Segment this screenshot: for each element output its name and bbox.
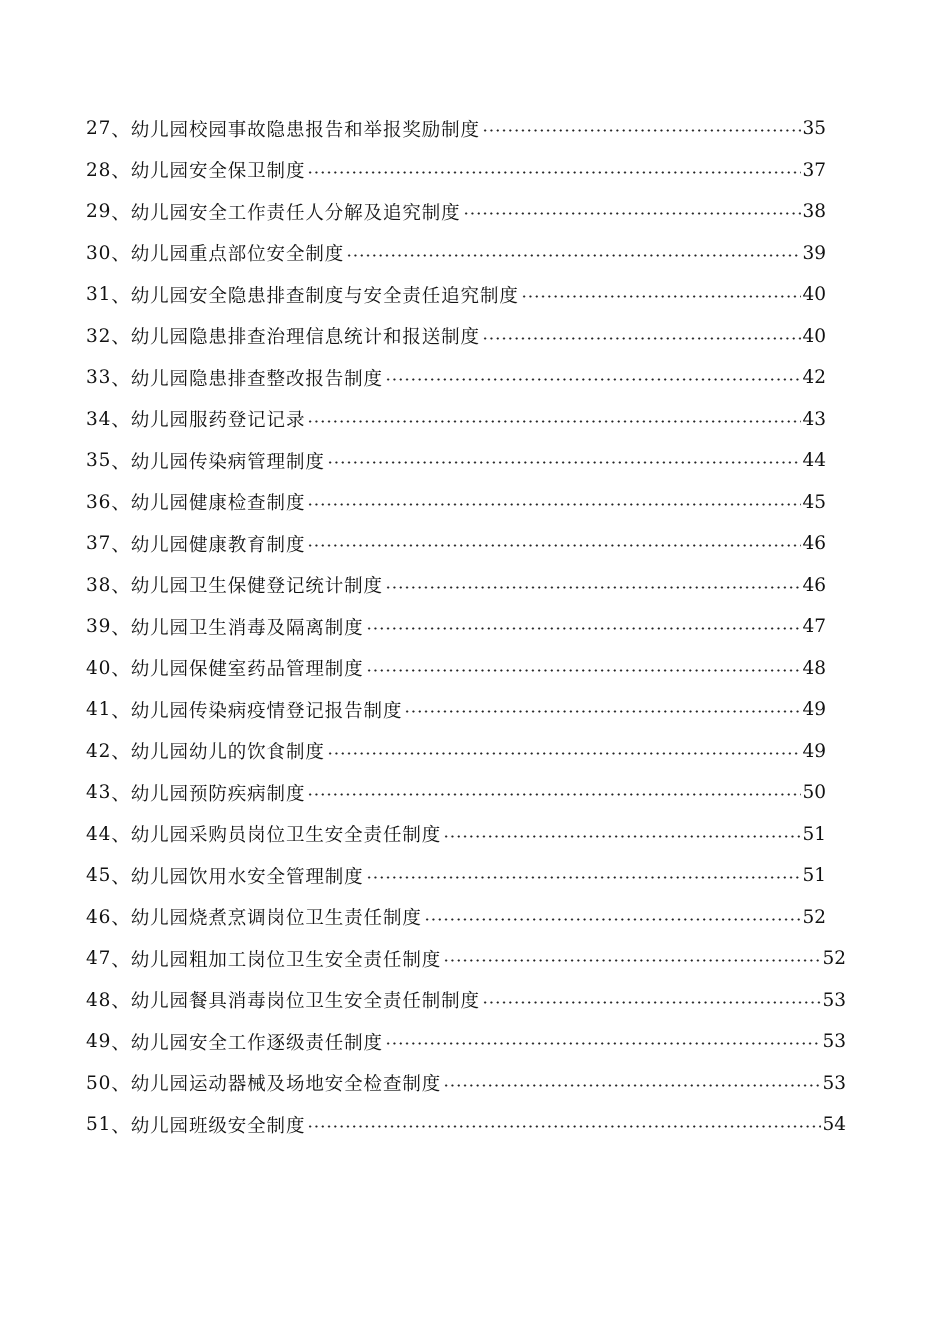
toc-entry-page-number: 53 [822,989,846,1011]
toc-entry-title: 幼儿园健康教育制度 [130,534,306,556]
toc-entry-title: 幼儿园班级安全制度 [130,1115,306,1137]
toc-entry[interactable] [86,399,826,441]
toc-entry[interactable] [86,565,826,607]
toc-entry-page-number: 53 [822,1031,846,1053]
toc-entry[interactable] [86,772,826,814]
toc-entry-separator: 、 [111,1032,131,1054]
toc-entry-title: 幼儿园安全隐患排查制度与安全责任追究制度 [130,285,519,307]
toc-entry-separator: 、 [111,617,131,639]
toc-entry-separator: 、 [111,451,131,473]
toc-dot-leader [307,171,801,174]
toc-entry-title: 幼儿园采购员岗位卫生安全责任制度 [130,825,442,847]
toc-entry-page-number: 49 [802,699,826,721]
toc-dot-leader [327,752,802,755]
toc-entry[interactable] [86,731,826,773]
toc-dot-leader [482,1001,822,1004]
toc-entry-title: 幼儿园传染病管理制度 [130,451,325,473]
toc-entry-number: 38 [86,574,112,596]
toc-dot-leader [443,1084,821,1087]
toc-entry[interactable] [86,150,826,192]
toc-entry-title: 幼儿园校园事故隐患报告和举报奖励制度 [130,119,480,141]
toc-entry-title: 幼儿园保健室药品管理制度 [130,659,364,681]
toc-entry-title: 幼儿园卫生消毒及隔离制度 [130,617,364,639]
toc-entry-page-number: 38 [802,201,826,223]
toc-entry[interactable] [86,108,826,150]
toc-entry-title: 幼儿园烧煮烹调岗位卫生责任制度 [130,908,422,930]
toc-entry-page-number: 46 [802,533,826,555]
toc-entry-page-number: 46 [802,574,826,596]
toc-entry[interactable] [86,1104,846,1146]
toc-entry[interactable] [86,357,826,399]
toc-dot-leader [463,212,802,215]
toc-dot-leader [521,295,802,298]
toc-dot-leader [404,710,801,713]
toc-entry-separator: 、 [111,825,131,847]
toc-entry-number: 36 [86,491,112,513]
toc-entry-number: 33 [86,367,112,389]
toc-entry-separator: 、 [111,1074,131,1096]
toc-entry[interactable] [86,233,826,275]
toc-dot-leader [482,129,802,132]
toc-entry-number: 48 [86,989,112,1011]
toc-entry[interactable] [86,1021,846,1063]
toc-entry-separator: 、 [111,285,131,307]
toc-entry-page-number: 40 [802,325,826,347]
toc-entry-separator: 、 [111,244,131,266]
toc-entry-page-number: 47 [802,616,826,638]
toc-entry-separator: 、 [111,991,131,1013]
toc-entry-number: 27 [86,118,112,140]
toc-entry-page-number: 52 [822,948,846,970]
toc-entry-number: 32 [86,325,112,347]
toc-entry-title: 幼儿园传染病疫情登记报告制度 [130,700,403,722]
toc-entry-number: 43 [86,782,112,804]
toc-entry-page-number: 37 [802,159,826,181]
toc-entry-title: 幼儿园安全保卫制度 [130,161,306,183]
toc-entry-title: 幼儿园安全工作逐级责任制度 [130,1032,383,1054]
toc-entry-page-number: 49 [802,740,826,762]
toc-entry-separator: 、 [111,700,131,722]
toc-entry-separator: 、 [111,949,131,971]
toc-entry-page-number: 51 [802,823,826,845]
toc-dot-leader [346,254,801,257]
toc-entry-number: 37 [86,533,112,555]
toc-dot-leader [385,1042,822,1045]
toc-entry-title: 幼儿园隐患排查治理信息统计和报送制度 [130,327,480,349]
toc-entry-separator: 、 [111,202,131,224]
table-of-contents [86,108,866,1146]
toc-entry-page-number: 35 [802,118,826,140]
toc-entry[interactable] [86,689,826,731]
toc-entry-separator: 、 [111,327,131,349]
toc-entry-separator: 、 [111,659,131,681]
toc-entry-number: 50 [86,1072,112,1094]
toc-entry-number: 31 [86,284,112,306]
toc-entry-number: 46 [86,906,112,928]
toc-entry-page-number: 45 [802,491,826,513]
toc-entry-number: 41 [86,699,112,721]
toc-entry-page-number: 54 [822,1114,846,1136]
toc-dot-leader [307,1125,821,1128]
toc-entry[interactable] [86,316,826,358]
toc-entry-number: 44 [86,823,112,845]
toc-entry-title: 幼儿园饮用水安全管理制度 [130,866,364,888]
toc-entry-number: 49 [86,1031,112,1053]
toc-entry-page-number: 51 [802,865,826,887]
toc-dot-leader [443,835,801,838]
toc-entry-number: 39 [86,616,112,638]
toc-entry-page-number: 40 [802,284,826,306]
toc-dot-leader [482,337,802,340]
toc-entry-page-number: 42 [802,367,826,389]
toc-dot-leader [366,627,802,630]
toc-entry-title: 幼儿园安全工作责任人分解及追究制度 [130,202,461,224]
toc-entry[interactable] [86,938,846,980]
toc-entry-separator: 、 [111,783,131,805]
toc-entry-title: 幼儿园预防疾病制度 [130,783,306,805]
toc-entry-page-number: 53 [822,1072,846,1094]
toc-entry-page-number: 44 [802,450,826,472]
toc-entry-separator: 、 [111,493,131,515]
toc-entry[interactable] [86,606,826,648]
toc-entry-separator: 、 [111,866,131,888]
toc-entry-separator: 、 [111,534,131,556]
toc-entry-number: 45 [86,865,112,887]
toc-entry[interactable] [86,855,826,897]
toc-dot-leader [424,918,802,921]
toc-entry[interactable] [86,523,826,565]
toc-entry-title: 幼儿园粗加工岗位卫生安全责任制度 [130,949,442,971]
toc-dot-leader [366,876,802,879]
toc-entry-separator: 、 [111,368,131,390]
toc-entry-number: 29 [86,201,112,223]
toc-dot-leader [307,503,801,506]
toc-entry-number: 30 [86,242,112,264]
toc-dot-leader [307,793,801,796]
toc-entry-title: 幼儿园运动器械及场地安全检查制度 [130,1074,442,1096]
toc-dot-leader [366,669,802,672]
toc-entry-page-number: 52 [802,906,826,928]
toc-entry-number: 40 [86,657,112,679]
toc-entry-page-number: 48 [802,657,826,679]
toc-entry[interactable] [86,980,846,1022]
toc-entry-number: 51 [86,1114,112,1136]
toc-entry-number: 42 [86,740,112,762]
toc-entry-separator: 、 [111,410,131,432]
toc-dot-leader [307,420,801,423]
toc-entry-title: 幼儿园重点部位安全制度 [130,244,345,266]
toc-entry-separator: 、 [111,576,131,598]
toc-entry[interactable] [86,440,826,482]
toc-entry[interactable] [86,1063,846,1105]
toc-entry-number: 34 [86,408,112,430]
toc-entry[interactable] [86,191,826,233]
toc-entry-separator: 、 [111,742,131,764]
toc-entry[interactable] [86,814,826,856]
toc-dot-leader [385,378,802,381]
toc-entry-title: 幼儿园隐患排查整改报告制度 [130,368,383,390]
toc-entry[interactable] [86,648,826,690]
toc-dot-leader [385,586,802,589]
toc-entry-page-number: 43 [802,408,826,430]
toc-dot-leader [307,544,801,547]
toc-entry-page-number: 50 [802,782,826,804]
toc-entry-page-number: 39 [802,242,826,264]
toc-dot-leader [443,959,821,962]
toc-entry-separator: 、 [111,1115,131,1137]
toc-entry[interactable] [86,274,826,316]
toc-entry-number: 47 [86,948,112,970]
toc-entry-title: 幼儿园健康检查制度 [130,493,306,515]
toc-entry-number: 35 [86,450,112,472]
toc-entry-title: 幼儿园餐具消毒岗位卫生安全责任制制度 [130,991,480,1013]
toc-entry-title: 幼儿园卫生保健登记统计制度 [130,576,383,598]
toc-dot-leader [327,461,802,464]
toc-entry-separator: 、 [111,161,131,183]
toc-entry-number: 28 [86,159,112,181]
toc-entry[interactable] [86,482,826,524]
toc-entry-title: 幼儿园服药登记记录 [130,410,306,432]
toc-entry-separator: 、 [111,119,131,141]
toc-entry[interactable] [86,897,826,939]
toc-entry-separator: 、 [111,908,131,930]
toc-entry-title: 幼儿园幼儿的饮食制度 [130,742,325,764]
